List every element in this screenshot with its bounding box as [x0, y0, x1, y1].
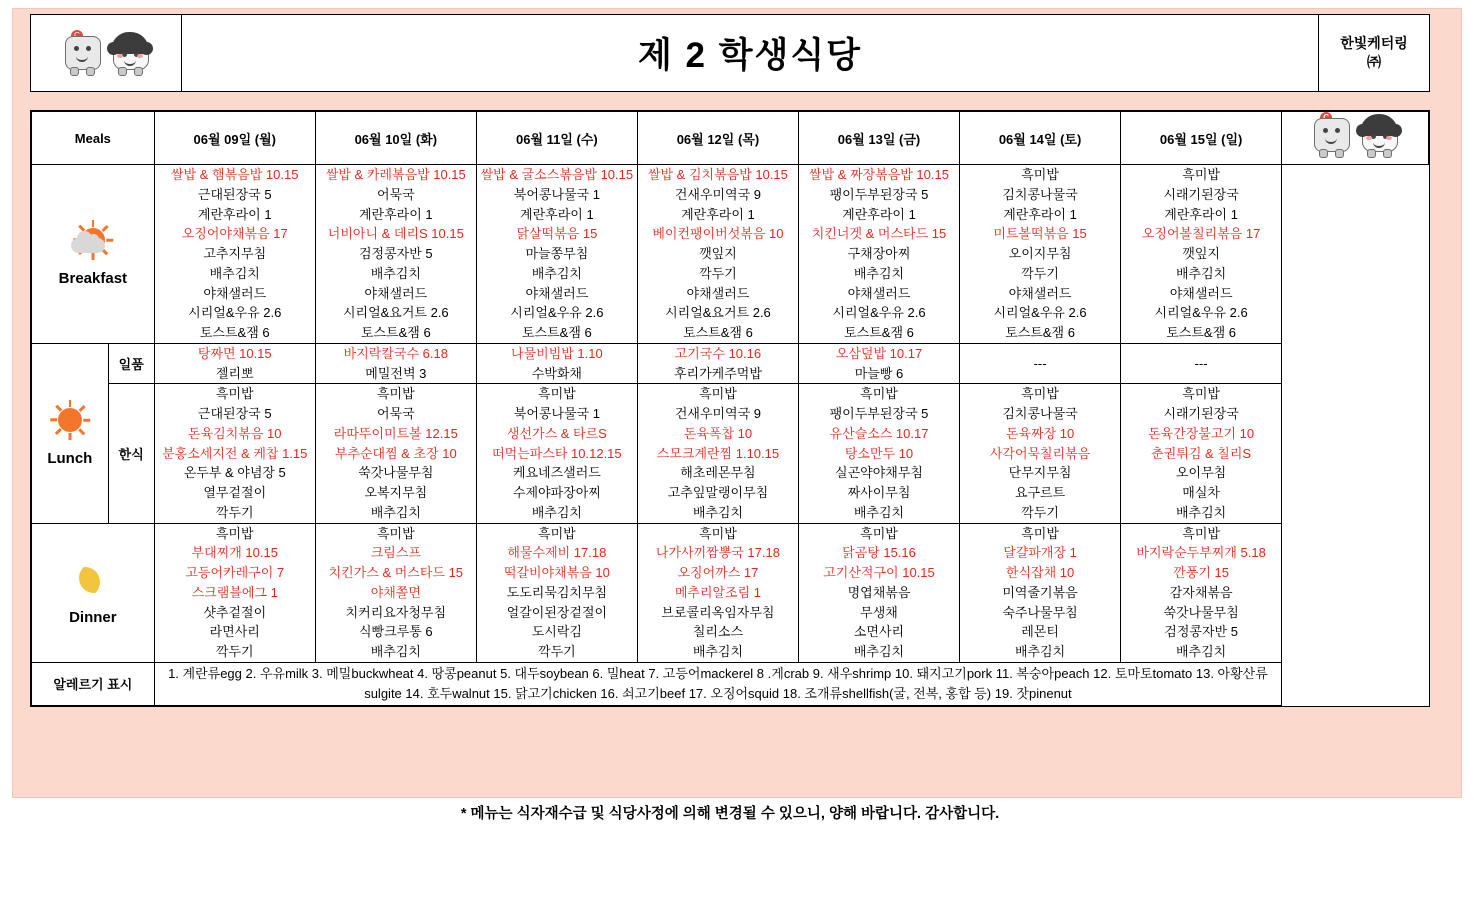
menu-item: 야채샐러드	[364, 285, 428, 301]
menu-item: 감자채볶음	[1169, 584, 1233, 600]
lunch-ilpum-cell-6	[1121, 343, 1282, 384]
menu-table-wrapper	[30, 110, 1430, 707]
breakfast-cell-0	[154, 165, 315, 344]
menu-item: 칠리소스	[692, 624, 744, 640]
menu-item: 수제야파장아찌	[512, 485, 601, 500]
menu-item: 분홍소세지전 & 케찹 1.15	[162, 445, 308, 461]
menu-item: 배추김치	[370, 644, 421, 659]
lunch-hansik-cell-2	[476, 384, 637, 523]
menu-item: 오징어까스 17	[677, 565, 759, 580]
menu-item: 돈육김치볶음 10	[188, 425, 282, 441]
dinner-row	[32, 523, 1429, 662]
lunch-hansik-cell-6	[1121, 384, 1282, 523]
menu-item: 요구르트	[1014, 485, 1066, 500]
menu-item: 흑미밥	[699, 386, 737, 402]
notice-text: * 메뉴는 식자재수급 및 식당사정에 의해 변경될 수 있으니, 양해 바랍니다. 감사합니다.	[460, 806, 1000, 822]
menu-item: 시리얼&우유 2.6	[993, 305, 1087, 321]
menu-item: 어묵국	[376, 406, 415, 421]
menu-item: 열무겉절이	[203, 485, 267, 500]
menu-table	[31, 111, 1429, 706]
brand-name: 한빛케터링	[1340, 35, 1408, 52]
menu-item: 배추김치	[1014, 644, 1066, 659]
menu-item: 야채샐러드	[1169, 285, 1233, 301]
lunch-hansik-row	[32, 384, 1429, 523]
menu-item: 흑미밥	[1182, 525, 1220, 541]
menu-item: 마늘쫑무침	[525, 246, 589, 261]
menu-item: 메추리알조림 1	[674, 584, 762, 600]
menu-item: 배추김치	[1176, 504, 1227, 520]
menu-item: 마늘빵 6	[854, 365, 904, 381]
menu-item: 흑미밥	[1182, 386, 1220, 402]
dinner-cell-5	[960, 523, 1121, 662]
menu-item: 야채쫄면	[370, 584, 421, 600]
menu-item: 매실차	[1182, 485, 1220, 500]
menu-item: 흑미밥	[215, 386, 254, 402]
menu-item: 오징어볼칠리볶음 17	[1141, 226, 1261, 242]
allergy-text: 1. 계란류egg 2. 우유milk 3. 메밀buckwheat 4. 땅콩peanut 5. 대두soybean 6. 밀heat 7. 고등어mackerel 8 .게crab 9. 새우shrimp 10. 돼지고기pork 11. 복숭아peach 12. 토마토tomato 13. 아황산류sulgite 14. 호두walnut 15. 닭고기chicken 16. 쇠고기beef 17. 오징어squid 18. 조개류shellfish(굴, 전복, 홍합 등) 19. 잣pinenut	[154, 662, 1281, 705]
allergy-row	[32, 662, 1429, 705]
day-header-0: 06월 09일 (월)	[154, 112, 315, 165]
menu-item: 숙주나물무침	[1002, 604, 1078, 620]
menu-item: 무생채	[860, 604, 898, 620]
menu-item: 쑥갓나물무침	[358, 465, 434, 481]
menu-item: 수박화채	[531, 365, 582, 381]
menu-item: 쌀밥 & 김치볶음밥 10.15	[647, 167, 788, 182]
menu-item: 크림스프	[370, 545, 421, 561]
lunch-hansik-cell-0	[154, 384, 315, 523]
menu-item: 야채샐러드	[525, 285, 589, 301]
menu-item: 시래기된장국	[1163, 186, 1239, 202]
menu-item: 부대찌개 10.15	[191, 545, 278, 561]
menu-item: 단무지무침	[1008, 465, 1072, 481]
day-header-4: 06월 13일 (금)	[798, 112, 959, 165]
menu-item: 후리가케주먹밥	[673, 365, 762, 381]
lunch-ilpum-cell-5	[960, 343, 1121, 384]
lunch-ilpum-cell-3	[637, 343, 798, 384]
dinner-label-cell	[32, 523, 155, 662]
menu-item: 부추순대찜 & 초장 10	[334, 445, 457, 461]
day-header-1: 06월 10일 (화)	[315, 112, 476, 165]
menu-item: 미트볼떡볶음 15	[993, 226, 1087, 242]
dinner-cell-2	[476, 523, 637, 662]
menu-item: 떡갈비야채볶음 10	[503, 565, 610, 580]
menu-item: 시리얼&요거트 2.6	[342, 305, 449, 321]
menu-item: 깍두기	[1021, 265, 1059, 281]
menu-item: 시리얼&우유 2.6	[832, 305, 926, 321]
menu-item: 깻잎지	[699, 246, 737, 261]
menu-item: 고등어카레구이 7	[185, 565, 285, 580]
menu-item: 얼갈이된장겉절이	[506, 604, 608, 620]
menu-item: 너비아니 & 데리S 10.15	[327, 226, 464, 242]
menu-item: 건새우미역국 9	[674, 406, 762, 421]
menu-item: 시리얼&우유 2.6	[510, 305, 604, 321]
menu-item: 팽이두부된장국 5	[829, 406, 929, 421]
menu-item: 쌀밥 & 짜장볶음밥 10.15	[809, 167, 949, 182]
moon-icon	[67, 559, 119, 599]
menu-item: 배추김치	[531, 265, 582, 281]
menu-item: 깍두기	[1021, 504, 1059, 520]
table-header-row	[32, 112, 1429, 165]
menu-item: 흑미밥	[1021, 386, 1059, 402]
menu-item: 고기국수 10.16	[674, 345, 762, 361]
lunch-label-cell	[32, 343, 109, 523]
menu-item: 깻잎지	[1182, 246, 1220, 261]
side-decoration-cell	[1282, 112, 1429, 165]
menu-item: 깍두기	[699, 265, 737, 281]
menu-item: 케요네즈샐러드	[512, 465, 601, 481]
menu-item: 깍두기	[215, 644, 254, 659]
girl-mascot-icon	[109, 30, 151, 76]
menu-item: 야채샐러드	[847, 285, 911, 301]
menu-item: 검정콩자반 5	[358, 246, 433, 261]
menu-item: 토스트&잼 6	[522, 325, 592, 340]
menu-item: 샷추겉절이	[203, 604, 267, 620]
lunch-hansik-cell-1	[315, 384, 476, 523]
dinner-cell-3	[637, 523, 798, 662]
menu-item: 흑미밥	[215, 525, 254, 541]
lunch-ilpum-label: 일품	[108, 343, 154, 384]
menu-item: 흑미밥	[538, 386, 576, 402]
lunch-ilpum-cell-2	[476, 343, 637, 384]
girl-mascot-icon-secondary	[1358, 112, 1400, 158]
menu-item: 돈육간장불고기 10	[1148, 425, 1255, 441]
menu-item: 시리얼&요거트 2.6	[665, 305, 771, 321]
menu-item: 계란후라이 1	[197, 206, 272, 222]
breakfast-label: Breakfast	[58, 270, 128, 288]
dinner-cell-4	[798, 523, 959, 662]
menu-item: 북어콩나물국 1	[513, 186, 600, 202]
menu-item: 흑미밥	[699, 525, 737, 541]
day-header-6: 06월 15일 (일)	[1121, 112, 1282, 165]
menu-item: 고기산적구이 10.15	[823, 565, 935, 580]
lunch-hansik-cell-4	[798, 384, 959, 523]
menu-item: 라면사리	[209, 624, 260, 640]
menu-item: 식빵크루통 6	[358, 624, 433, 640]
breakfast-cell-3	[637, 165, 798, 344]
menu-item: 배추김치	[853, 644, 905, 659]
menu-item: 시래기된장국	[1163, 406, 1239, 421]
menu-item: 스모크계란찜 1.10.15	[656, 445, 780, 461]
menu-item: 오복지무침	[364, 485, 428, 500]
lunch-ilpum-cell-0	[154, 343, 315, 384]
menu-item: 배추김치	[853, 265, 905, 281]
meals-header: Meals	[32, 112, 155, 165]
menu-item: 어묵국	[376, 186, 415, 202]
menu-item: 바지락칼국수 6.18	[343, 345, 448, 361]
menu-item: 시리얼&우유 2.6	[188, 305, 282, 321]
menu-item: 깍두기	[538, 644, 576, 659]
breakfast-cell-5	[960, 165, 1121, 344]
menu-item: 치커리요자청무침	[345, 604, 447, 620]
menu-item: ---	[1033, 355, 1047, 371]
menu-item: 깍두기	[215, 504, 254, 520]
menu-item: 명엽채볶음	[847, 584, 911, 600]
day-header-2: 06월 11일 (수)	[476, 112, 637, 165]
menu-item: 미역줄기볶음	[1002, 584, 1078, 600]
dinner-label: Dinner	[69, 609, 117, 627]
menu-item: 소면사리	[853, 624, 905, 640]
sun-icon	[44, 400, 96, 440]
menu-item: 도도리묵김치무침	[506, 584, 608, 600]
menu-item: 계란후라이 1	[358, 206, 433, 222]
robot-mascot-icon	[61, 30, 103, 76]
menu-item: 깐풍기 15	[1173, 565, 1229, 580]
robot-mascot-icon-secondary	[1310, 112, 1352, 158]
lunch-label: Lunch	[47, 449, 93, 467]
menu-item: 계란후라이 1	[681, 206, 755, 222]
lunch-ilpum-row	[32, 343, 1429, 384]
day-header-3: 06월 12일 (목)	[637, 112, 798, 165]
breakfast-cell-4	[798, 165, 959, 344]
menu-item: 흑미밥	[860, 525, 898, 541]
menu-item: 돈육폭찹 10	[683, 425, 753, 441]
menu-item: 흑미밥	[1021, 167, 1059, 182]
lunch-hansik-cell-3	[637, 384, 798, 523]
menu-item: 토스트&잼 6	[683, 325, 753, 340]
menu-item: 배추김치	[1176, 644, 1227, 659]
brand-block	[1318, 15, 1429, 91]
menu-item: 오삼덮밥 10.17	[835, 345, 923, 361]
menu-item: 스크램블에그 1	[191, 584, 278, 600]
menu-item: 계란후라이 1	[1164, 206, 1238, 222]
page-title: 제 2 학생식당	[638, 36, 862, 75]
menu-item: 배추김치	[370, 265, 421, 281]
lunch-ilpum-cell-4	[798, 343, 959, 384]
menu-item: 달걀파개장 1	[1003, 545, 1077, 561]
menu-item: 오징어야채볶음 17	[181, 226, 288, 242]
menu-item: 돈육짜장 10	[1005, 425, 1075, 441]
menu-item: 배추김치	[1176, 265, 1227, 281]
menu-item: 건새우미역국 9	[674, 186, 762, 202]
menu-item: 메밀전벽 3	[365, 365, 427, 381]
page-header	[30, 14, 1430, 92]
menu-item: 쌀밥 & 햄볶음밥 10.15	[171, 167, 299, 182]
menu-item: 구채장아찌	[847, 246, 911, 261]
menu-item: 오이무침	[1176, 465, 1227, 481]
menu-item: 사각어묵칠리볶음	[989, 445, 1091, 461]
menu-item: 탕짜면 10.15	[197, 345, 272, 361]
dinner-cell-1	[315, 523, 476, 662]
menu-item: 한식잡채 10	[1005, 565, 1075, 580]
menu-item: 계란후라이 1	[520, 206, 594, 222]
breakfast-label-cell	[32, 165, 155, 344]
menu-item: 브로콜리옥임자무침	[661, 604, 775, 620]
menu-item: 베이컨팽이버섯볶음 10	[652, 226, 784, 242]
menu-item: 실곤약야채무침	[835, 465, 923, 481]
menu-item: ---	[1194, 355, 1208, 371]
menu-item: 근대된장국 5	[197, 406, 272, 421]
lunch-ilpum-cell-1	[315, 343, 476, 384]
breakfast-cell-6	[1121, 165, 1282, 344]
menu-item: 토스트&잼 6	[199, 325, 270, 340]
menu-item: 짜사이무침	[847, 485, 911, 500]
menu-item: 야채샐러드	[686, 285, 750, 301]
menu-item: 시리얼&우유 2.6	[1154, 305, 1248, 321]
menu-item: 토스트&잼 6	[360, 325, 431, 340]
menu-item: 배추김치	[531, 504, 582, 520]
menu-item: 쑥갓나물무침	[1163, 604, 1239, 620]
menu-item: 배추김치	[853, 504, 905, 520]
menu-item: 오이지무침	[1008, 246, 1072, 261]
allergy-label: 알레르기 표시	[32, 662, 155, 705]
menu-item: 김치콩나물국	[1002, 186, 1078, 202]
menu-item: 토스트&잼 6	[1005, 325, 1075, 340]
menu-item: 흑미밥	[376, 525, 415, 541]
menu-item: 젤리뽀	[215, 365, 254, 381]
menu-item: 배추김치	[692, 504, 744, 520]
menu-item: 팽이두부된장국 5	[829, 186, 929, 202]
menu-item: 계란후라이 1	[842, 206, 916, 222]
menu-item: 도시락김	[531, 624, 582, 640]
menu-item: 춘권튀김 & 칠리S	[1151, 445, 1252, 461]
menu-item: 고추잎말랭이무침	[667, 485, 769, 500]
menu-item: 흑미밥	[1182, 167, 1220, 182]
menu-item: 레몬티	[1021, 624, 1059, 640]
breakfast-cell-2	[476, 165, 637, 344]
menu-item: 근대된장국 5	[197, 186, 272, 202]
dinner-cell-6	[1121, 523, 1282, 662]
menu-item: 흑미밥	[538, 525, 576, 541]
menu-item: 야채샐러드	[203, 285, 267, 301]
menu-item: 생선가스 & 타르S	[506, 425, 607, 441]
menu-item: 나가사끼짬뽕국 17.18	[655, 545, 780, 561]
day-header-5: 06월 14일 (토)	[960, 112, 1121, 165]
menu-item: 쌀밥 & 카레볶음밥 10.15	[325, 167, 466, 182]
menu-item: 김치콩나물국	[1002, 406, 1078, 421]
menu-item: 계란후라이 1	[1003, 206, 1077, 222]
brand-suffix: ㈜	[1367, 54, 1381, 70]
menu-item: 해초레몬무침	[680, 465, 756, 481]
menu-item: 치킨너겟 & 머스타드 15	[811, 226, 947, 242]
dinner-cell-0	[154, 523, 315, 662]
breakfast-row	[32, 165, 1429, 344]
menu-item: 고추지무침	[203, 246, 267, 261]
menu-item: 바지락순두부찌개 5.18	[1136, 545, 1266, 561]
menu-item: 유산슬소스 10.17	[829, 425, 929, 441]
sun-cloud-icon	[67, 220, 119, 260]
menu-item: 북어콩나물국 1	[513, 406, 600, 421]
menu-item: 라따뚜이미트볼 12.15	[333, 425, 458, 441]
breakfast-cell-1	[315, 165, 476, 344]
menu-item: 온두부 & 야념장 5	[183, 465, 286, 481]
menu-item: 해물수제비 17.18	[507, 545, 607, 561]
menu-item: 토스트&잼 6	[1166, 325, 1236, 340]
menu-item: 나물비빔밥 1.10	[511, 345, 603, 361]
lunch-hansik-label: 한식	[108, 384, 154, 523]
menu-item: 배추김치	[692, 644, 744, 659]
menu-item: 야채샐러드	[1008, 285, 1072, 301]
menu-item: 탕소만두 10	[844, 445, 914, 461]
menu-item: 검정콩자반 5	[1164, 624, 1238, 640]
menu-item: 흑미밥	[1021, 525, 1059, 541]
header-logo	[31, 15, 182, 91]
menu-item: 배추김치	[370, 504, 421, 520]
menu-item: 흑미밥	[860, 386, 898, 402]
menu-item: 토스트&잼 6	[844, 325, 914, 340]
menu-item: 떠먹는파스타 10.12.15	[492, 445, 622, 461]
menu-item: 흑미밥	[376, 386, 415, 402]
menu-item: 닭곰탕 15.16	[842, 545, 916, 561]
menu-item: 치킨가스 & 머스타드 15	[328, 565, 464, 580]
menu-item: 배추김치	[209, 265, 260, 281]
lunch-hansik-cell-5	[960, 384, 1121, 523]
menu-item: 닭살떡볶음 15	[516, 226, 598, 242]
menu-item: 쌀밥 & 굴소스볶음밥 10.15	[480, 167, 634, 182]
